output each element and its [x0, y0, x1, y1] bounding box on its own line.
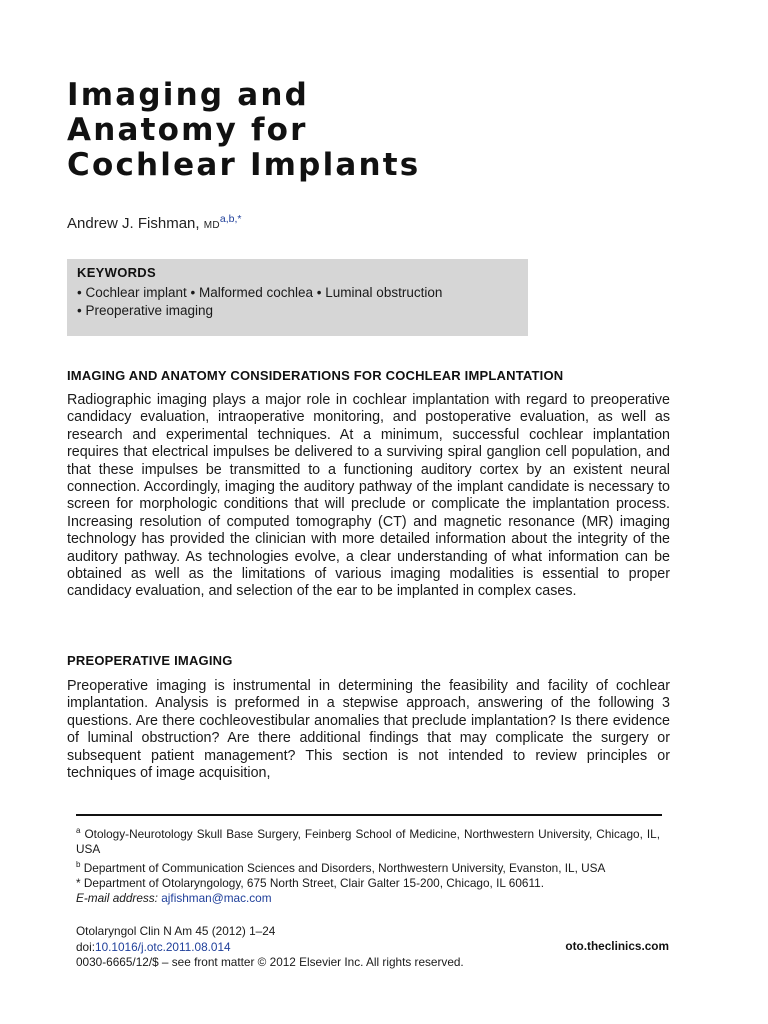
journal-site-link[interactable]: oto.theclinics.com: [565, 939, 669, 953]
section-body: Preoperative imaging is instrumental in determining the feasibility and facility of cochlear implantation. Analysis is preformed in a stepwise approach, answering of the following 3 questions. Are there cochleovestibular anomalies that preclude implantation? Is there evidence of luminal obstruction? Are there additional findings that may complicate the surgery or subsequent patient management? This section is not intended to review principles or techniques of image acquisition,: [67, 678, 670, 782]
author-name: Andrew J. Fishman,: [67, 215, 200, 232]
keywords-line: • Cochlear implant • Malformed cochlea • Luminal obstruction: [77, 285, 443, 300]
journal-citation: Otolaryngol Clin N Am 45 (2012) 1–24: [76, 924, 276, 938]
footnotes: [76, 823, 660, 906]
footnote-text: Otology-Neurotology Skull Base Surgery, Feinberg School of Medicine, Northwestern University, Chicago, IL, USA: [76, 826, 661, 856]
publication-info: [76, 924, 464, 971]
footnote-text: Department of Communication Sciences and Disorders, Northwestern University, Evanston, IL, USA: [83, 860, 606, 875]
copyright-line: 0030-6665/12/$ – see front matter © 2012 Elsevier Inc. All rights reserved.: [76, 955, 464, 969]
footnote-email: [76, 891, 660, 906]
title-line: Anatomy for: [67, 112, 308, 148]
section-body: Radiographic imaging plays a major role in cochlear implantation with regard to preoperative candidacy evaluation, intraoperative monitoring, and postoperative evaluation, as well as research and experimental techniques. At a minimum, successful cochlear implantation requires that electrical impulses be delivered to a surviving spiral ganglion cell population, and that these impulses be transmitted to a functioning auditory cortex by an existent neural connection. Accordingly, imaging the auditory pathway of the implant candidate is necessary to screen for morphologic conditions that will preclude or complicate the implantation process. Increasing resolution of computed tomography (CT) and magnetic resonance (MR) imaging technology has provided the clinician with more detailed information about the integrity of the auditory pathway. As technologies evolve, a clear understanding of what information can be obtained as well as the limitations of various imaging modalities is essential to proper candidacy evaluation, and selection of the ear to be implanted in complex cases.: [67, 392, 670, 600]
footnote-divider: [76, 814, 662, 816]
author-affiliation-marks[interactable]: a,b,*: [219, 213, 242, 225]
doi-line: [76, 940, 464, 956]
footnote-mark: a: [76, 826, 81, 835]
email-label: E-mail address:: [76, 890, 158, 905]
section-heading: IMAGING AND ANATOMY CONSIDERATIONS FOR COCHLEAR IMPLANTATION: [67, 368, 564, 383]
email-link[interactable]: ajfishman@mac.com: [161, 890, 272, 905]
footnote-mark: b: [76, 859, 81, 869]
keywords-heading: KEYWORDS: [77, 265, 156, 280]
doi-label: doi:: [76, 939, 96, 954]
author-degree: MD: [203, 220, 220, 231]
title-line: Imaging and: [67, 77, 310, 113]
keywords-line: • Preoperative imaging: [77, 303, 214, 318]
footnote-b: [76, 857, 660, 876]
footnote-corresponding: * Department of Otolaryngology, 675 North Street, Clair Galter 15-200, Chicago, IL 60611.: [76, 875, 544, 890]
doi-link[interactable]: 10.1016/j.otc.2011.08.014: [95, 939, 231, 954]
keywords-box: [67, 259, 528, 336]
title-line: Cochlear Implants: [67, 147, 421, 183]
footnote-a: [76, 823, 660, 857]
author-line: [67, 213, 241, 232]
article-title: [67, 78, 627, 183]
section-heading: PREOPERATIVE IMAGING: [67, 653, 233, 668]
